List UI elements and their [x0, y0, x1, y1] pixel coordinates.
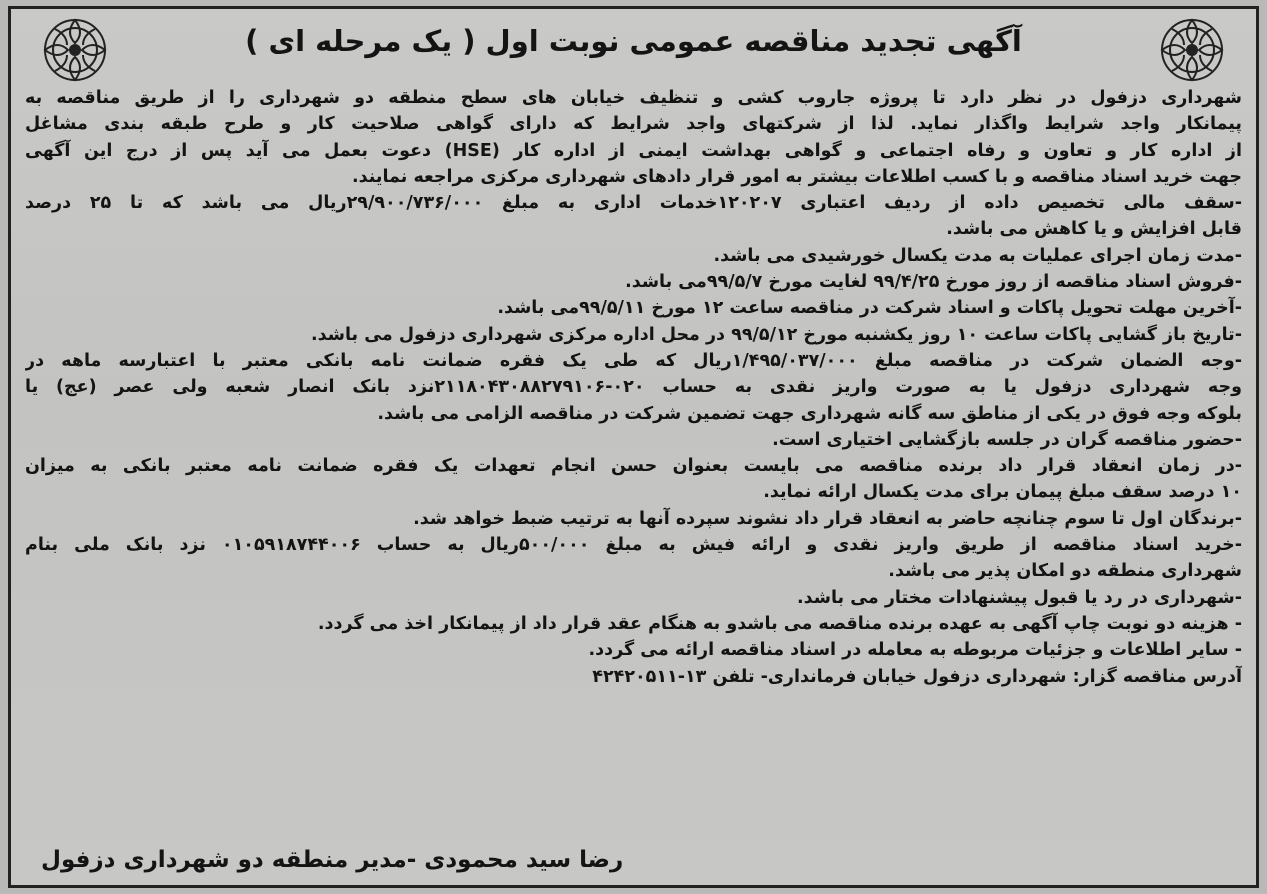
advertisement-title: آگهی تجدید مناقصه عمومی نوبت اول ( یک مرحله ای )	[245, 24, 1022, 58]
body-line: -در زمان انعقاد قرار داد برنده مناقصه می بایست بعنوان حسن انجام تعهدات یک فقره ضمانت نامه معتبر بانکی به میزان	[25, 456, 1242, 477]
body-line: -سقف مالی تخصیص داده از ردیف اعتباری ۱۲۰۲۰۷خدمات اداری به مبلغ ۲۹/۹۰۰/۷۳۶/۰۰۰ریال می باشد که تا ۲۵ درصد	[25, 193, 1242, 214]
body-line: -خرید اسناد مناقصه از طریق واریز نقدی و ارائه فیش به مبلغ ۵۰۰/۰۰۰ریال به حساب ۰۱۰۵۹۱۸۷۴۴۰۰۶ نزد بانک ملی بنام	[25, 535, 1242, 556]
body-line: -تاریخ باز گشایی پاکات ساعت ۱۰ روز یکشنبه مورخ ۹۹/۵/۱۲ در محل اداره مرکزی شهرداری دزفول می باشد.	[311, 324, 1242, 345]
body-line: -آخرین مهلت تحویل پاکات و اسناد شرکت در مناقصه ساعت ۱۲ مورخ ۹۹/۵/۱۱می باشد.	[497, 298, 1242, 319]
body-line: آدرس مناقصه گزار: شهرداری دزفول خیابان فرمانداری- تلفن ۱۳-۴۲۴۲۰۵۱۱	[592, 666, 1242, 687]
body-line: - سایر اطلاعات و جزئیات مربوطه به معامله در اسناد مناقصه ارائه می گردد.	[588, 640, 1242, 661]
advertisement-body	[25, 85, 1242, 690]
body-line: وجه شهرداری دزفول یا به صورت واریز نقدی به حساب ۰۲۰-۲۱۱۸۰۴۳۰۸۸۲۷۹۱۰۶نزد بانک انصار شعبه ولی عصر (عج) یا	[25, 377, 1242, 398]
body-line: -حضور مناقصه گران در جلسه بازگشایی اختیاری است.	[772, 429, 1242, 450]
body-line: قابل افزایش و یا کاهش می باشد.	[946, 219, 1242, 240]
body-line: -شهرداری در رد یا قبول پیشنهادات مختار می باشد.	[797, 587, 1242, 608]
body-line: -وجه الضمان شرکت در مناقصه مبلغ ۱/۴۹۵/۰۳۷/۰۰۰ریال که طی یک فقره ضمانت نامه بانکی معتبر با اعتبارسه ماهه در	[25, 350, 1242, 371]
body-line: از اداره کار و تعاون و رفاه اجتماعی و گواهی بهداشت ایمنی از اداره کار (HSE) دعوت بعمل می آید پس از درج این آگهی	[25, 140, 1242, 161]
body-line: ۱۰ درصد سقف مبلغ پیمان برای مدت یکسال ارائه نماید.	[763, 482, 1242, 503]
body-line: پیمانکار واجد شرایط واگذار نماید. لذا از شرکتهای واجد شرایط که دارای گواهی صلاحیت کار و طرح طبقه بندی مشاغل	[25, 114, 1242, 135]
municipality-emblem-icon	[1150, 15, 1234, 85]
body-line: -برندگان اول تا سوم چنانچه حاضر به انعقاد قرار داد نشوند سپرده آنها به ترتیب ضبط خواهد شد.	[413, 508, 1242, 529]
body-line: بلوکه وجه فوق در یکی از مناطق سه گانه شهرداری جهت تضمین شرکت در مناقصه الزامی می باشد.	[377, 403, 1242, 424]
body-line: جهت خرید اسناد مناقصه و با کسب اطلاعات بیشتر به امور قرار دادهای شهرداری مرکزی مراجعه نمایند.	[352, 166, 1242, 187]
body-line: شهرداری دزفول در نظر دارد تا پروژه جاروب کشی و تنظیف خیابان های سطح منطقه دو شهرداری را از طریق مناقصه به	[25, 88, 1242, 108]
body-line: - هزینه دو نوبت چاپ آگهی به عهده برنده مناقصه می باشدو به هنگام عقد قرار داد از پیمانکار اخذ می گردد.	[317, 613, 1242, 634]
signature: رضا سید محمودی -مدیر منطقه دو شهرداری دزفول	[41, 847, 624, 873]
body-line: -فروش اسناد مناقصه از روز مورخ ۹۹/۴/۲۵ لغایت مورخ ۹۹/۵/۷می باشد.	[625, 272, 1242, 293]
municipality-emblem-icon	[33, 15, 117, 85]
body-line: -مدت زمان اجرای عملیات به مدت یکسال خورشیدی می باشد.	[713, 245, 1242, 266]
body-line: شهرداری منطقه دو امکان پذیر می باشد.	[888, 561, 1242, 582]
advertisement-frame	[8, 6, 1259, 888]
